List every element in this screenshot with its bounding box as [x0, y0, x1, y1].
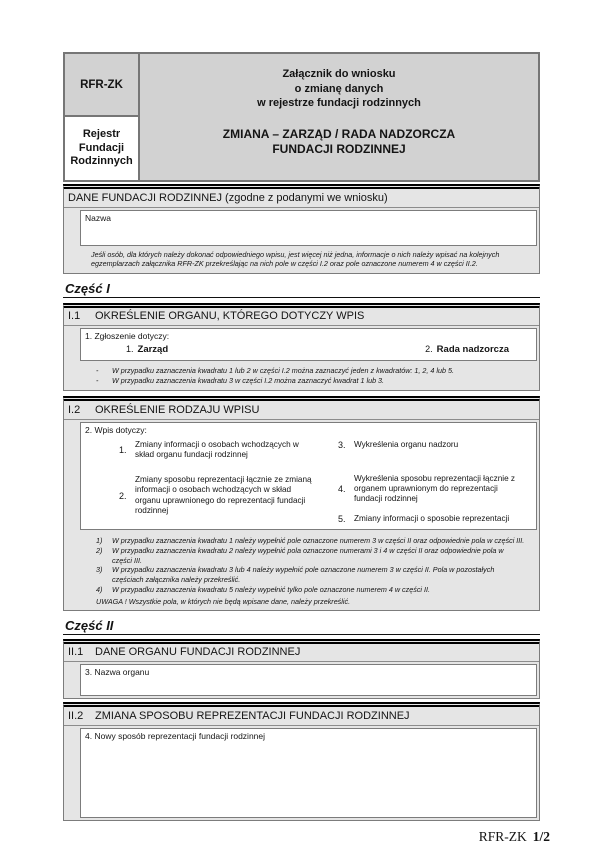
entry-option-1-number: 1. [119, 444, 127, 455]
entry-type-right-column [318, 435, 536, 524]
footer-form-code: RFR-ZK [478, 828, 527, 844]
section-i2 [63, 396, 540, 611]
footnote-number: 1) [96, 535, 103, 545]
section-ii1 [63, 639, 540, 700]
footnote-number: 3) [96, 565, 103, 575]
form-title-line: Załącznik do wniosku [282, 68, 396, 80]
form-header-titles [140, 54, 538, 180]
section-ii1-header [64, 644, 539, 663]
entry-option-5[interactable] [338, 514, 528, 524]
section-ii1-title: DANE ORGANU FUNDACJI RODZINNEJ [95, 646, 301, 659]
entry-option-4-number: 4. [338, 484, 346, 495]
footnote-text: W przypadku zaznaczenia kwadratu 3 lub 4 należy wypełnić pole oznaczone numerem 3 w części II. Pola w pozostałych częściach załącznika należy przekreślić. [112, 565, 495, 585]
footnote-text: W przypadku zaznaczenia kwadratu 5 należy wypełnić tylko pole oznaczone numerem 4 w części II. [112, 584, 430, 594]
section-i2-title: OKREŚLENIE RODZAJU WPISU [95, 403, 260, 416]
footer-page-number: 1/2 [532, 828, 550, 844]
organ-name-label: 3. Nazwa organu [85, 667, 150, 678]
form-subtitle-line: ZMIANA – ZARZĄD / RADA NADZORCZA [222, 126, 456, 141]
footnote [96, 546, 525, 566]
registry-name-line: Rejestr [82, 128, 121, 141]
entry-option-2-number: 2. [119, 490, 127, 501]
organ-selection-label: 1. Zgłoszenie dotyczy: [85, 331, 170, 341]
note-line [96, 366, 527, 376]
section-ii2-title: ZMIANA SPOSOBU REPREZENTACJI FUNDACJI RODZINNEJ [95, 709, 410, 722]
organ-selection-box [80, 328, 537, 361]
entry-option-3[interactable] [338, 440, 528, 450]
form-header [63, 52, 540, 182]
note-text: W przypadku zaznaczenia kwadratu 1 lub 2 w części I.2 można zaznaczyć jeden z kwadratów: 1, 2, 4 lub 5. [112, 366, 454, 375]
representation-label: 4. Nowy sposób reprezentacji fundacji rodzinnej [85, 730, 266, 741]
section-ii1-number: II.1 [68, 646, 84, 659]
registry-name-line: Rodzinnych [70, 155, 133, 168]
part1-heading [63, 281, 540, 298]
foundation-name-label: Nazwa [85, 212, 111, 223]
registry-name [65, 117, 138, 180]
note-line [96, 376, 527, 386]
note-text: W przypadku zaznaczenia kwadratu 3 w części I.2 można zaznaczyć kwadrat 1 lub 3. [112, 376, 385, 385]
section-ii2 [63, 702, 540, 821]
form-title [140, 67, 538, 111]
entry-option-2-text: Zmiany sposobu reprezentacji łącznie ze zmianą informacji o osobach wchodzących w skład organu uprawnionego do reprezentacji fundacji rodzinnej [135, 475, 312, 515]
option-rada-nadzorcza-number: 2. [425, 344, 433, 354]
foundation-name-field[interactable] [80, 210, 537, 246]
part2-heading-label: Część II [65, 617, 114, 633]
form-title-line: o zmianę danych [294, 82, 384, 95]
entry-type-label: 2. Wpis dotyczy: [85, 424, 147, 435]
entry-option-3-text: Wykreślenia organu nadzoru [354, 439, 459, 449]
footnote-text: W przypadku zaznaczenia kwadratu 2 należy wypełnić pola oznaczone numerami 3 i 4 w części II oraz odpowiednie pola w części III. [112, 545, 504, 565]
option-zarzad-number: 1. [126, 344, 134, 354]
form-title-line: w rejestrze fundacji rodzinnych [257, 97, 421, 109]
entry-option-5-number: 5. [338, 513, 346, 524]
note-bullet: - [96, 366, 99, 375]
entry-option-1[interactable] [119, 440, 318, 461]
section-i1 [63, 303, 540, 392]
entry-type-box [80, 422, 537, 530]
option-zarzad-label: Zarząd [137, 344, 169, 355]
section-i1-notes [64, 363, 539, 390]
section-i1-header [64, 308, 539, 327]
entry-option-5-text: Zmiany informacji o sposobie reprezentacji [354, 513, 510, 523]
section-i1-title: OKREŚLENIE ORGANU, KTÓREGO DOTYCZY WPIS [95, 310, 365, 322]
form-subtitle [140, 127, 538, 157]
option-zarzad[interactable] [126, 343, 168, 356]
organ-name-field[interactable] [80, 664, 537, 696]
section-i2-warning: UWAGA ! Wszystkie pola, w których nie będą wpisane dane, należy przekreślić. [96, 596, 351, 606]
section-i2-header [64, 401, 539, 420]
form-header-left-column [65, 54, 140, 180]
footnote-text: W przypadku zaznaczenia kwadratu 1 należy wypełnić pole oznaczone numerem 3 w części II oraz odpowiednie pola w części III. [112, 535, 525, 545]
registry-name-line: Fundacji [78, 141, 125, 154]
form-subtitle-line: FUNDACJI RODZINNEJ [272, 141, 406, 156]
section-i1-number: I.1 [68, 310, 81, 322]
section-ii2-header [64, 707, 539, 726]
representation-field[interactable] [80, 728, 537, 818]
section-ii2-number: II.2 [68, 709, 84, 722]
form-page [63, 52, 550, 845]
entry-option-4-text: Wykreślenia sposobu reprezentacji łącznie z organem uprawnionym do reprezentacji fundacji rodzinnej [354, 473, 516, 504]
foundation-note: Jeśli osób, dla których należy dokonać odpowiedniego wpisu, jest więcej niż jedna, informacje o nich należy wpisać na kolejnych egzemplarzach załącznika RFR-ZK przekreślając na nich pole w części I.2 oraz pole oznaczone numerem 4 w części II.2. [91, 249, 500, 268]
section-i2-footnotes [64, 532, 539, 595]
organ-options [81, 341, 536, 357]
footnote [96, 536, 525, 546]
page-footer [63, 829, 550, 845]
section-foundation-data-title: DANE FUNDACJI RODZINNEJ (zgodne z podanymi we wniosku) [68, 191, 388, 204]
entry-option-1-text: Zmiany informacji o osobach wchodzących w skład organu fundacji rodzinnej [135, 439, 299, 459]
entry-type-options [81, 435, 536, 524]
entry-type-left-column [81, 435, 318, 524]
footnote-number: 2) [96, 545, 103, 555]
footnote-number: 4) [96, 584, 103, 594]
option-rada-nadzorcza[interactable] [425, 343, 509, 356]
section-foundation-data-header [64, 189, 539, 208]
form-code: RFR-ZK [65, 54, 138, 117]
footnote [96, 565, 525, 585]
entry-option-2[interactable] [119, 475, 318, 516]
note-bullet: - [96, 376, 99, 385]
entry-option-3-number: 3. [338, 439, 346, 450]
entry-option-4[interactable] [338, 474, 528, 505]
section-foundation-data [63, 184, 540, 274]
footnote [96, 585, 525, 595]
option-rada-nadzorcza-label: Rada nadzorcza [436, 344, 509, 355]
part2-heading [63, 618, 540, 635]
part1-heading-label: Część I [65, 280, 110, 296]
section-i2-number: I.2 [68, 403, 81, 416]
